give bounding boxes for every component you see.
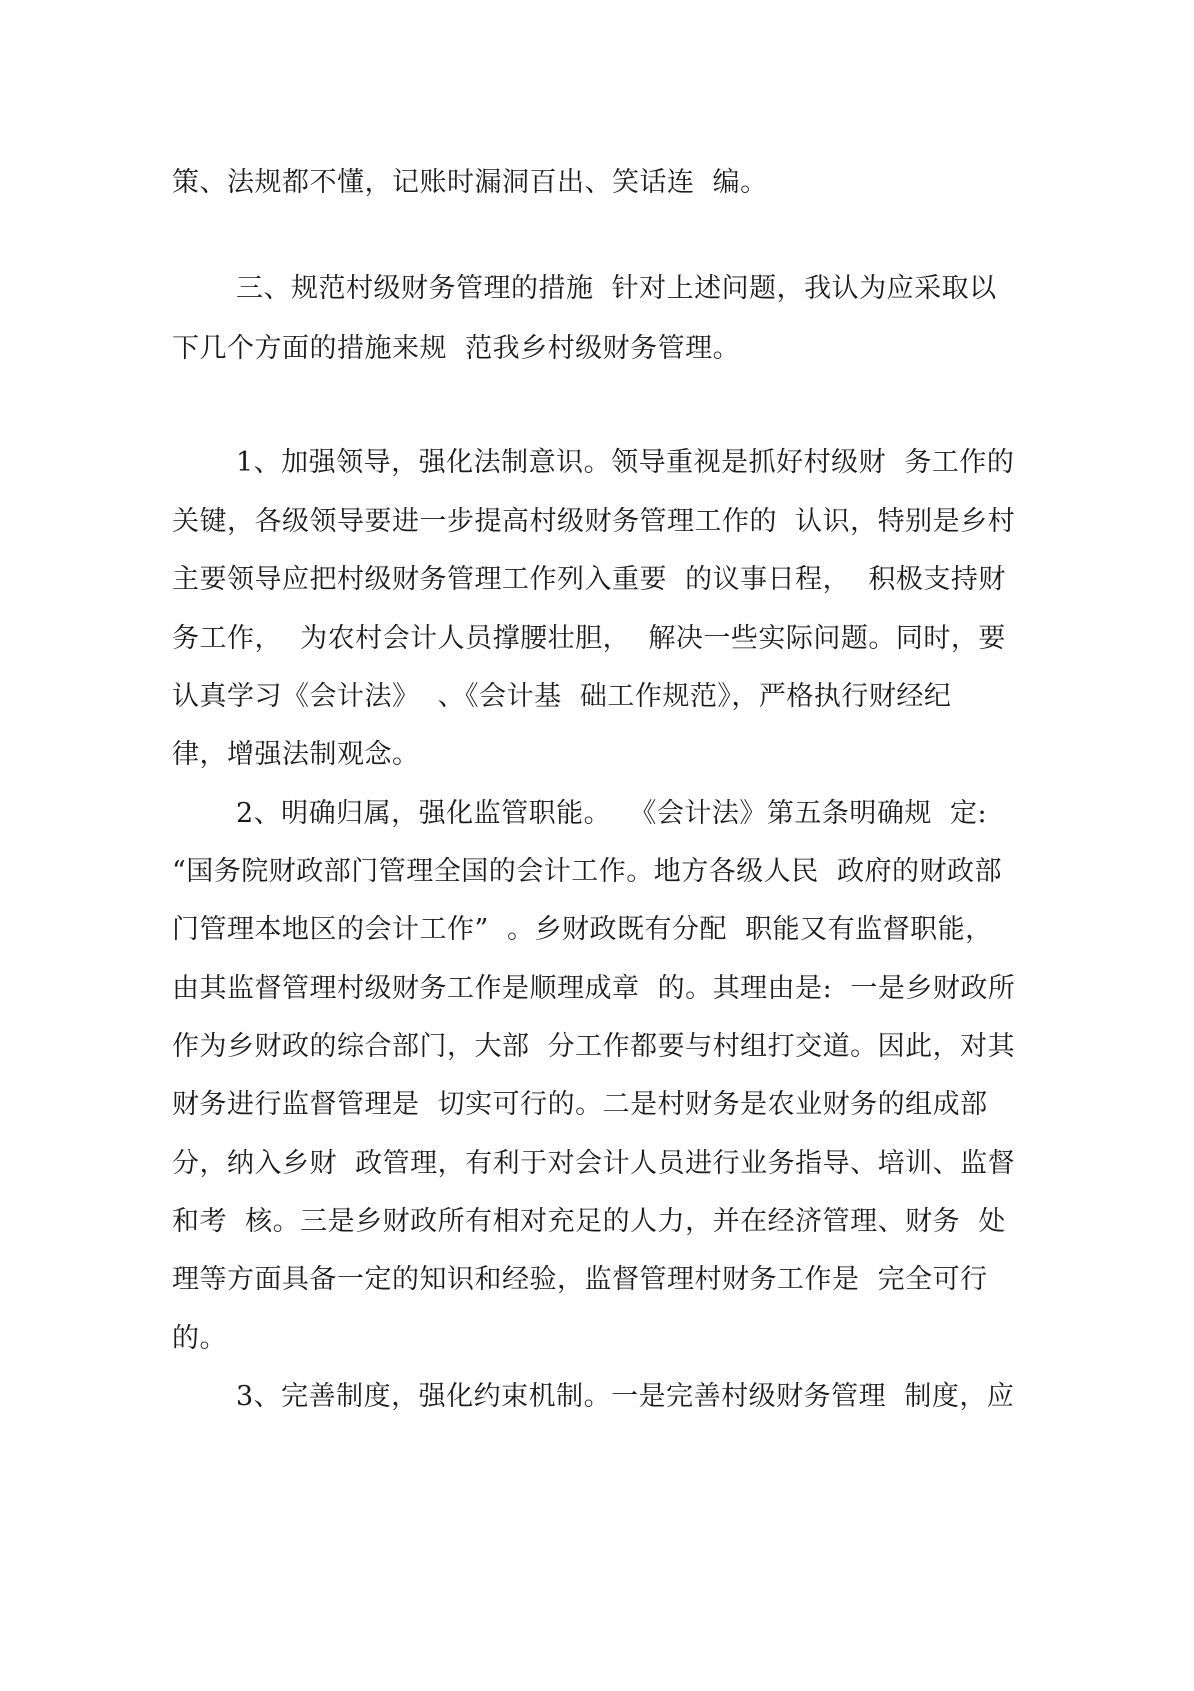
text-line: 策、法规都不懂，记账时漏洞百出、笑话连 编。: [172, 167, 768, 198]
text-line: 和考 核。三是乡财政所有相对充足的人力，并在经济管理、财务 处: [172, 1206, 1006, 1237]
text-line: 的。: [172, 1323, 227, 1354]
text-line: 主要领导应把村级财务管理工作列入重要 的议事日程， 积极支持财: [172, 564, 1006, 595]
text-line: 分，纳入乡财 政管理，有利于对会计人员进行业务指导、培训、监督: [172, 1148, 1016, 1179]
text-line: 财务进行监督管理是 切实可行的。二是村财务是农业财务的组成部: [172, 1089, 988, 1120]
text-line: “国务院财政部门管理全国的会计工作。地方各级人民 政府的财政部: [172, 856, 1002, 887]
paragraph-3-first-line: 3、完善制度，强化约束机制。一是完善村级财务管理 制度，应: [236, 1381, 1015, 1412]
text-line: 认真学习《会计法》 、《会计基 础工作规范》，严格执行财经纪: [172, 681, 952, 712]
text-line: 务工作， 为农村会计人员撑腰壮胆， 解决一些实际问题。同时，要: [172, 623, 1006, 654]
text-line: 律，增强法制观念。: [172, 739, 420, 770]
section-heading-line: 三、规范村级财务管理的措施 针对上述问题，我认为应采取以: [236, 273, 997, 304]
text-line: 作为乡财政的综合部门，大部 分工作都要与村组打交道。因此，对其: [172, 1031, 1016, 1062]
paragraph-1-first-line: 1、加强领导，强化法制意识。领导重视是抓好村级财 务工作的: [236, 447, 1015, 478]
paragraph-2-first-line: 2、明确归属，强化监管职能。 《会计法》第五条明确规 定:: [236, 798, 988, 829]
text-line: 门管理本地区的会计工作” 。乡财政既有分配 职能又有监督职能，: [172, 914, 993, 945]
text-line: 由其监督管理村级财务工作是顺理成章 的。其理由是: 一是乡财政所: [172, 973, 1016, 1004]
text-line: 下几个方面的措施来规 范我乡村级财务管理。: [172, 333, 741, 364]
text-line: 理等方面具备一定的知识和经验，监督管理村财务工作是 完全可行: [172, 1264, 988, 1295]
text-line: 关键，各级领导要进一步提高村级财务管理工作的 认识，特别是乡村: [172, 506, 1016, 537]
